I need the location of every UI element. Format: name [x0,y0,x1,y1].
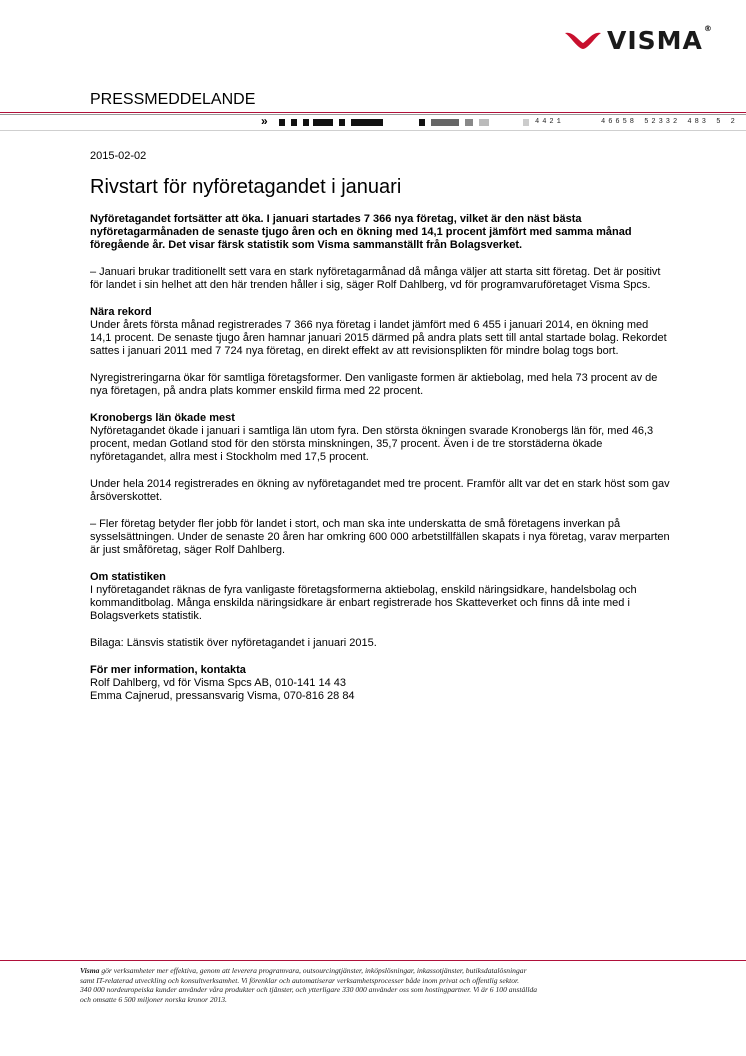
footer-brand: Visma [80,966,100,975]
quote-paragraph: – Januari brukar traditionellt sett vara en stark nyföretagarmånad då många väljer att starta sitt företag. Det är positivt för landet i sin helhet att den här trenden håller i sig, säger Rolf Dahlberg, vd för programvaruföretaget Visma Spcs. [90,266,661,291]
code-block [303,119,309,126]
quote-paragraph: – Fler företag betyder fler jobb för landet i stort, och man ska inte underskatta de små företagens inverkan på sysselsättningen. Under de senaste 20 åren har omkring 600 000 arbetstillfällen skapats i nya företag, varav merparten är just småföretag, säger Rolf Dahlberg. [90,518,670,556]
article-body [90,150,670,717]
contact-heading: För mer information, kontakta [90,664,246,676]
code-block [279,119,285,126]
article-lead: Nyföretagandet fortsätter att öka. I januari startades 7 366 nya företag, vilket är den näst bästa nyföretagarmånaden de senaste tjugo åren och en ökning med 14,1 procent jämfört med samma månad föregående år. Det visar färsk statistik som Visma sammanställt från Bolagsverket. [90,213,632,251]
footer-rule [0,960,746,961]
code-block [479,119,489,126]
code-block [419,119,425,126]
document-type-title: PRESSMEDDELANDE [90,91,256,108]
section-heading: Om statistiken [90,571,166,583]
header-rule [0,112,746,113]
visma-logo-text: VISMA® [607,23,713,55]
footer-text [80,966,710,1004]
footer-line: och omsatte 6 500 miljoner norska kronor 2013. [80,994,227,1004]
attachment-note: Bilaga: Länsvis statistik över nyföretagandet i januari 2015. [90,637,377,649]
contact-line: Rolf Dahlberg, vd för Visma Spcs AB, 010-141 14 43 [90,677,346,689]
code-block [313,119,333,126]
header-rule-shadow [0,114,746,115]
section-body: Under årets första månad registrerades 7 366 nya företag i landet jämfört med 6 455 i januari 2014, en ökning med 14,1 procent. De senaste tjugo åren hamnar januari 2015 därmed på andra plats sett till antal startade bolag. Rekordet sattes i januari 2011 med 7 724 nya företag, en direkt effekt av att revisionsplikten för mindre bolag togs bort. [90,319,667,357]
paragraph: Under hela 2014 registrerades en ökning av nyföretagandet med tre procent. Framför allt var det en stark höst som gav årsöverskottet. [90,478,670,503]
chevron-icon: » [261,114,268,128]
code-number-right: 46658 52332 483 5 2 [601,118,738,126]
section-om-statistiken [90,571,670,623]
header-rule-bottom [0,130,746,131]
section-nara-rekord [90,306,670,358]
paragraph: Nyregistreringarna ökar för samtliga företagsformer. Den vanligaste formen är aktiebolag, med hela 73 procent av de nya företagen, på andra plats kommer enskild firma med 22 procent. [90,372,658,397]
code-block [523,119,529,126]
footer-line: 340 000 nordeuropeiska kunder använder våra produkter och tjänster, och ytterligare 330 000 använder oss som hostingpartner. Vi är 6 100 anställda [80,985,538,994]
article-date: 2015-02-02 [90,150,147,162]
article-headline: Rivstart för nyföretagandet i januari [90,176,402,198]
section-kronoberg [90,412,670,464]
section-heading: Kronobergs län ökade mest [90,412,235,424]
barcode-strip [261,114,741,129]
section-body: Nyföretagandet ökade i januari i samtliga län utom fyra. Den största ökningen svarade Kronobergs län för, med 46,3 procent, medan Gotland stod för den största minskningen, 35,7 procent. Även i de tre storstäderna ökade nyföretagandet, allra mest i Stockholm med 17,5 procent. [90,425,654,463]
code-block [339,119,345,126]
contact-block [90,664,670,703]
contact-line: Emma Cajnerud, pressansvarig Visma, 070-816 28 84 [90,690,355,702]
code-block [291,119,297,126]
footer-line: Visma gör verksamheter mer effektiva, genom att leverera programvara, outsourcingtjänster, inköpslösningar, inkassotjänster, butiksdatalösningar [80,966,527,975]
code-number-left: 4421 [535,118,564,126]
code-block [465,119,473,126]
visma-swoosh-icon [563,29,603,51]
section-heading: Nära rekord [90,306,152,318]
footer-line: samt IT-relaterad utveckling och konsultverksamhet. Vi förenklar och automatiserar verksamhetsprocesser både inom privat och offentlig sektor. [80,975,520,985]
code-block [351,119,383,126]
code-block [431,119,459,126]
visma-logo [563,24,723,56]
section-body: I nyföretagandet räknas de fyra vanligaste företagsformerna aktiebolag, enskild näringsidkare, handelsbolag och kommanditbolag. Många enskilda näringsidkare är enbart registrerade hos Skatteverket och finns då inte med i Bolagsverkets statistik. [90,584,637,622]
